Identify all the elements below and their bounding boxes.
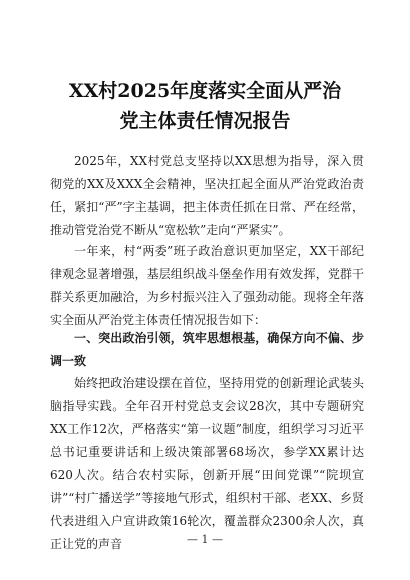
summary-paragraph: 一年来，村“两委”班子政治意识更加坚定，XX干部纪律观念显著增强，基层组织战斗堡垒作用有效发挥，党群干群关系更加融洽，为乡村振兴注入了强劲动能。现将全年落实全面从严治党主体责任情况报告如下： <box>50 244 364 327</box>
intro-paragraph: 2025年，XX村党总支坚持以XX思想为指导，深入贯彻党的XX及XXX全会精神，坚决扛起全面从严治党政治责任，紧扣“严”字主基调，把主体责任抓在日常、严在经常，推动管党治党不断从“宽松软”走向“严紧实”。 <box>50 154 364 237</box>
document-title: XX村2025年度落实全面从严治党主体责任情况报告 <box>68 80 342 132</box>
section-paragraph: 始终把政治建设摆在首位，坚持用党的创新理论武装头脑指导实践。全年召开村党总支会议28次，其中专题研究XX工作12次，严格落实“第一议题”制度，组织学习习近平总书记重要讲话和上级决策部署68场次，参学XX累计达620人次。结合农村实际，创新开展“田间党课”“院坝宣讲”“村广播送学”等接地气形式，组织村干部、老XX、乡贤代表进组入户宣讲政策16轮次，覆盖群众2300余人次，真正让党的声音 <box>50 376 364 551</box>
page-number: — 1 — <box>187 533 223 546</box>
section-heading: 一、突出政治引领，筑牢思想根基，确保方向不偏、步调一致 <box>50 331 364 368</box>
